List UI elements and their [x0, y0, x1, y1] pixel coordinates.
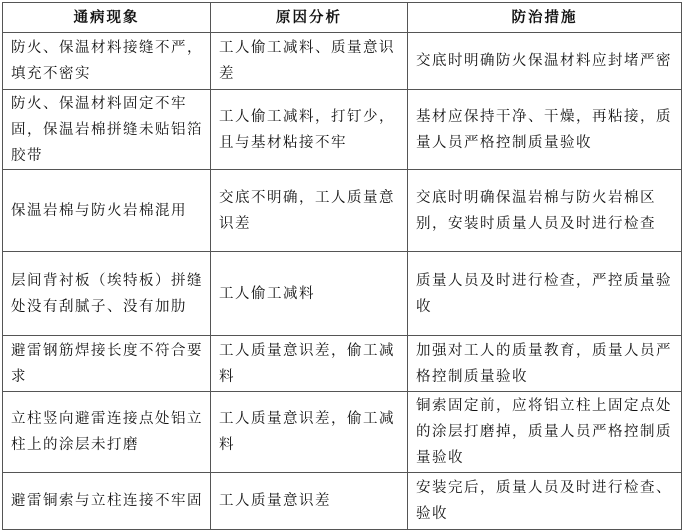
phenomenon-cell: 保温岩棉与防火岩棉混用 — [3, 170, 211, 252]
phenomenon-cell: 防火、保温材料接缝不严，填充不密实 — [3, 33, 211, 90]
cause-cell: 工人偷工减料、质量意识差 — [211, 33, 408, 90]
phenomenon-cell: 避雷钢筋焊接长度不符合要求 — [3, 336, 211, 392]
table-row — [3, 252, 682, 336]
cause-cell: 工人偷工减料，打钉少，且与基材粘接不牢 — [211, 90, 408, 170]
header-row — [3, 3, 682, 33]
table-row — [3, 336, 682, 392]
measures-cell: 交底时明确保温岩棉与防火岩棉区别，安装时质量人员及时进行检查 — [408, 170, 682, 252]
cause-cell: 工人质量意识差，偷工减料 — [211, 392, 408, 473]
table-row — [3, 90, 682, 170]
header-measures: 防治措施 — [408, 3, 682, 33]
measures-cell: 质量人员及时进行检查，严控质量验收 — [408, 252, 682, 336]
header-phenomenon: 通病现象 — [3, 3, 211, 33]
phenomenon-cell: 层间背衬板（埃特板）拼缝处没有刮腻子、没有加肋 — [3, 252, 211, 336]
cause-cell: 工人质量意识差 — [211, 473, 408, 530]
measures-cell: 基材应保持干净、干燥，再粘接，质量人员严格控制质量验收 — [408, 90, 682, 170]
table-row — [3, 392, 682, 473]
header-cause: 原因分析 — [211, 3, 408, 33]
phenomenon-cell: 防火、保温材料固定不牢固，保温岩棉拼缝未贴铝箔胶带 — [3, 90, 211, 170]
phenomenon-cell: 避雷铜索与立柱连接不牢固 — [3, 473, 211, 530]
measures-cell: 安装完后，质量人员及时进行检查、验收 — [408, 473, 682, 530]
table-row — [3, 33, 682, 90]
defects-table — [2, 2, 682, 530]
phenomenon-cell: 立柱竖向避雷连接点处铝立柱上的涂层未打磨 — [3, 392, 211, 473]
table-row — [3, 170, 682, 252]
cause-cell: 工人偷工减料 — [211, 252, 408, 336]
cause-cell: 交底不明确，工人质量意识差 — [211, 170, 408, 252]
measures-cell: 铜索固定前，应将铝立柱上固定点处的涂层打磨掉，质量人员严格控制质量验收 — [408, 392, 682, 473]
table-row — [3, 473, 682, 530]
measures-cell: 交底时明确防火保温材料应封堵严密 — [408, 33, 682, 90]
measures-cell: 加强对工人的质量教育，质量人员严格控制质量验收 — [408, 336, 682, 392]
cause-cell: 工人质量意识差，偷工减料 — [211, 336, 408, 392]
